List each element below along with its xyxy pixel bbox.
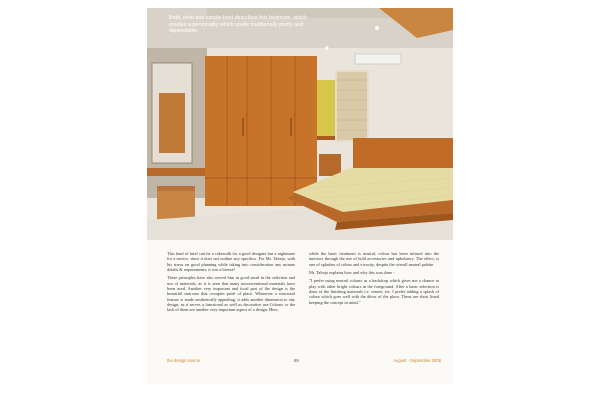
magazine-page xyxy=(147,8,453,384)
magazine-name: the design source xyxy=(167,358,201,363)
paragraph: Mr. Talreja explains how and why this was done - xyxy=(309,270,395,276)
issue-date: August - September 2008 xyxy=(393,358,441,363)
paragraph: while the basic treatment is neutral, colour has been infused into the interiors through the use of bold accessories and upholstery. The effect, is one of splashes of colour and vivacity, despite the overall neutral palette. xyxy=(309,251,439,267)
page-number: 69 xyxy=(294,358,299,363)
bedroom-illustration xyxy=(147,8,453,240)
paragraph: These principles have also served him in good stead in the selection and use of materials, as it is seen that many unconventional materials have been used. Another very important and focal part of the design is the beautiful staircase that occupies pride of place. Whenever a structural feature is made aesthetically appealing, it adds another dimension to any design, as it serves a functional as well as decorative use.Colours or the lack of them are another very important aspect of a design. Here, xyxy=(167,275,295,313)
article-right-column xyxy=(309,251,439,308)
quote-paragraph: "I prefer using neutral colours as a backdrop which gives me a chance to play with other bright colours in the foreground. After a basic selection is done of the finishing materials i.e. veneer, etc. I prefer adding a splash of colour which goes well with the décor of the place. These are short listed keeping the concept in mind." xyxy=(309,278,439,305)
paragraph: This kind of brief can be a cakewalk for a good designer but a nightmare for a novice, since it does not outline any specifics. For Mr. Talreja, with his stress on good planning while taking into consideration any minute details & requirements, it was a breeze! xyxy=(167,251,295,273)
photo-caption: Bold, solid and simple best describes this bedroom, which exudes a personality which spells traditionally pretty and dependable. xyxy=(169,15,308,35)
bedroom-photo xyxy=(147,8,453,240)
article-left-column xyxy=(167,251,295,316)
